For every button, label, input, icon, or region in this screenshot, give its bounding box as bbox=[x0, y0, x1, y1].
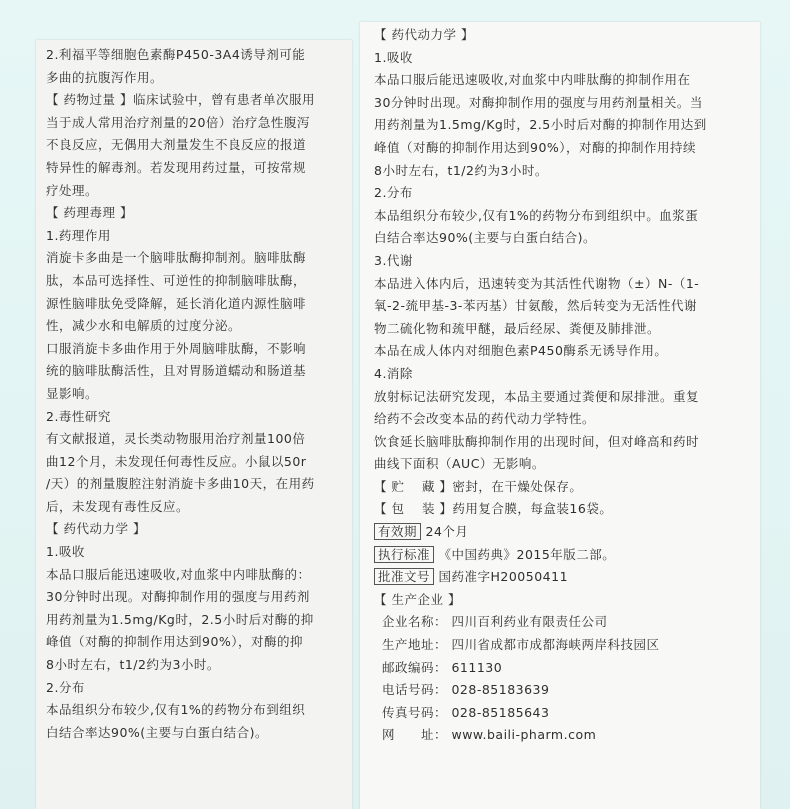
text-line: 用药剂量为1.5mg/Kg时，2.5小时后对酶的抑制作用达到 bbox=[374, 117, 707, 133]
standard-line bbox=[374, 544, 707, 567]
text-line: 峰值（对酶的抑制作用达到90%），对酶的抑 bbox=[46, 634, 304, 650]
text-line: 显影响。 bbox=[46, 385, 99, 401]
left-leaflet-page bbox=[36, 40, 352, 809]
text-line: 特异性的解毒剂。若发现用药过量，可按常规 bbox=[46, 159, 307, 175]
text-line: 曲线下面积（AUC）无影响。 bbox=[374, 456, 545, 472]
text-line: 白结合率达90%(主要与白蛋白结合)。 bbox=[374, 230, 597, 246]
text-line: 1.药理作用 bbox=[46, 227, 111, 243]
text-line: 本品组织分布较少,仅有1%的药物分布到组织中。血浆蛋 bbox=[374, 207, 699, 223]
text-line: 30分钟时出现。对酶抑制作用的强度与用药剂量相关。当 bbox=[374, 94, 703, 110]
text-line: 1.吸收 bbox=[374, 49, 413, 65]
company-detail-line: 企业名称： 四川百利药业有限责任公司 bbox=[382, 614, 608, 630]
text-line: 本品口服后能迅速吸收,对血浆中内啡肽酶的抑制作用在 bbox=[374, 72, 691, 88]
validity-line bbox=[374, 521, 707, 544]
text-line: 【 药物过量 】临床试验中，曾有患者单次服用 bbox=[46, 92, 315, 108]
text-line: 4.消除 bbox=[374, 365, 413, 381]
text-line: 30分钟时出现。对酶抑制作用的强度与用药剂 bbox=[46, 589, 310, 605]
text-line: 2.分布 bbox=[374, 185, 413, 201]
approval-label: 批准文号 bbox=[374, 568, 434, 585]
text-line: 多曲的抗腹泻作用。 bbox=[46, 69, 164, 85]
text-line: 【 药代动力学 】 bbox=[374, 27, 474, 42]
text-line: 放射标记法研究发现，本品主要通过粪便和尿排泄。重复 bbox=[374, 388, 700, 404]
approval-value: 国药准字H20050411 bbox=[438, 569, 569, 585]
manufacturer-heading: 【 生产企业 】 bbox=[374, 591, 461, 607]
text-line: 氧-2-巯甲基-3-苯丙基）甘氨酸，然后转变为无活性代谢 bbox=[374, 298, 697, 314]
packaging-line: 【 包 装 】药用复合膜，每盒装16袋。 bbox=[374, 501, 613, 517]
standard-label: 执行标准 bbox=[374, 546, 434, 563]
text-line: 峰值（对酶的抑制作用达到90%），对酶的抑制作用持续 bbox=[374, 139, 697, 155]
storage-line: 【 贮 藏 】密封，在干燥处保存。 bbox=[374, 478, 583, 494]
text-line: 肽，本品可选择性、可逆性的抑制脑啡肽酶， bbox=[46, 272, 307, 288]
text-line: 本品口服后能迅速吸收,对血浆中内啡肽酶的： bbox=[46, 566, 311, 582]
text-line: 2.毒性研究 bbox=[46, 408, 111, 424]
standard-value: 《中国药典》2015年版二部。 bbox=[438, 546, 616, 562]
text-line: 消旋卡多曲是一个脑啡肽酶抑制剂。脑啡肽酶 bbox=[46, 250, 307, 266]
text-line: 用药剂量为1.5mg/Kg时，2.5小时后对酶的抑 bbox=[46, 611, 314, 627]
text-line: 2.利福平等细胞色素酶P450-3A4诱导剂可能 bbox=[46, 47, 306, 62]
text-line: 饮食延长脑啡肽酶抑制作用的出现时间，但对峰高和药时 bbox=[374, 433, 700, 449]
right-text-column bbox=[374, 24, 707, 747]
company-detail-line: 邮政编码： 611130 bbox=[382, 659, 503, 675]
text-line: 统的脑啡肽酶活性，且对胃肠道蠕动和肠道基 bbox=[46, 363, 307, 379]
text-line: 本品进入体内后，迅速转变为其活性代谢物（±）N-（1- bbox=[374, 275, 700, 291]
text-line: 曲12个月，未发现任何毒性反应。小鼠以50r bbox=[46, 453, 307, 469]
right-leaflet-page bbox=[360, 22, 760, 809]
text-line: 性，减少水和电解质的过度分泌。 bbox=[46, 318, 242, 334]
text-line: 口服消旋卡多曲作用于外周脑啡肽酶，不影响 bbox=[46, 340, 307, 356]
company-detail-line: 网 址： www.baili-pharm.com bbox=[382, 727, 597, 743]
text-line: 8小时左右，t1/2约为3小时。 bbox=[46, 657, 220, 673]
text-line: 源性脑啡肽免受降解，延长消化道内源性脑啡 bbox=[46, 295, 307, 311]
text-line: 8小时左右，t1/2约为3小时。 bbox=[374, 162, 548, 178]
left-text-column bbox=[46, 44, 315, 744]
text-line: 疗处理。 bbox=[46, 182, 99, 198]
text-line: 后，未发现有毒性反应。 bbox=[46, 498, 190, 514]
company-detail-line: 生产地址： 四川省成都市成都海峡两岸科技园区 bbox=[382, 637, 660, 653]
text-line: 当于成人常用治疗剂量的20倍）治疗急性腹泻 bbox=[46, 114, 310, 130]
text-line: 1.吸收 bbox=[46, 544, 85, 560]
text-line: 2.分布 bbox=[46, 679, 85, 695]
company-info bbox=[374, 611, 707, 747]
text-line: 3.代谢 bbox=[374, 252, 413, 268]
company-detail-line: 传真号码： 028-85185643 bbox=[382, 704, 550, 720]
text-line: 物二硫化物和巯甲醚，最后经尿、粪便及肺排泄。 bbox=[374, 320, 661, 336]
text-line: 给药不会改变本品的药代动力学特性。 bbox=[374, 411, 596, 427]
validity-value: 24个月 bbox=[425, 524, 469, 540]
pharmacokinetics-section bbox=[374, 24, 707, 476]
text-line: 【 药理毒理 】 bbox=[46, 205, 133, 221]
text-line: 不良反应，无偶用大剂量发生不良反应的报道 bbox=[46, 137, 307, 153]
text-line: /天）的剂量腹腔注射消旋卡多曲10天，在用药 bbox=[46, 476, 315, 492]
text-line: 白结合率达90%(主要与白蛋白结合)。 bbox=[46, 724, 269, 740]
text-line: 本品组织分布较少,仅有1%的药物分布到组织 bbox=[46, 702, 306, 718]
company-detail-line: 电话号码： 028-85183639 bbox=[382, 682, 550, 698]
validity-label: 有效期 bbox=[374, 523, 421, 540]
text-line: 有文献报道，灵长类动物服用治疗剂量100倍 bbox=[46, 431, 306, 447]
approval-line bbox=[374, 566, 707, 589]
text-line: 本品在成人体内对细胞色素P450酶系无诱导作用。 bbox=[374, 343, 668, 359]
text-line: 【 药代动力学 】 bbox=[46, 521, 146, 537]
